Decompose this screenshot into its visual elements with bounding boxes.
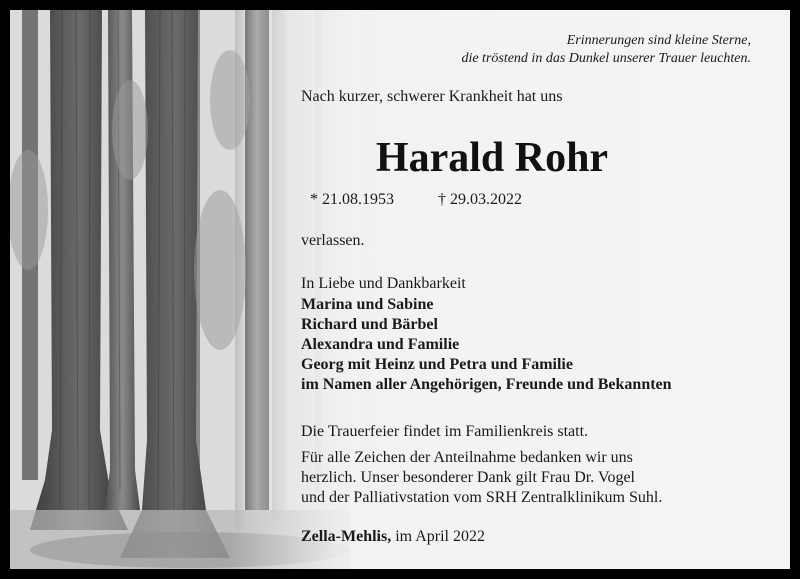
thanks-paragraph — [301, 448, 662, 508]
birth-date: * 21.08.1953 — [310, 191, 394, 208]
mourner-line: Marina und Sabine — [301, 296, 434, 313]
left-text: verlassen. — [301, 232, 365, 249]
date: im April 2022 — [395, 528, 485, 545]
life-dates — [310, 190, 690, 210]
motto-quote — [370, 32, 751, 68]
place: Zella-Mehlis, — [301, 528, 392, 545]
funeral-note: Die Trauerfeier findet im Familienkreis statt. — [301, 423, 589, 440]
thanks-line: und der Palliativstation vom SRH Zentralklinikum Suhl. — [301, 489, 663, 506]
mourners-list — [301, 295, 672, 395]
gratitude-line: In Liebe und Dankbarkeit — [301, 275, 466, 292]
intro-text: Nach kurzer, schwerer Krankheit hat uns — [301, 88, 563, 105]
thanks-line: herzlich. Unser besonderer Dank gilt Frau Dr. Vogel — [301, 469, 635, 486]
mourner-line: Alexandra und Familie — [301, 336, 460, 353]
mourner-line: im Namen aller Angehörigen, Freunde und Bekannten — [301, 376, 672, 393]
thanks-line: Für alle Zeichen der Anteilnahme bedanken wir uns — [301, 449, 633, 466]
mourner-line: Georg mit Heinz und Petra und Familie — [301, 356, 573, 373]
motto-line-2: die tröstend in das Dunkel unserer Trauer leuchten. — [461, 51, 751, 66]
deceased-name: Harald Rohr — [375, 135, 609, 181]
motto-line-1: Erinnerungen sind kleine Sterne, — [566, 33, 751, 48]
death-date: † 29.03.2022 — [438, 191, 522, 208]
place-date — [301, 527, 485, 547]
mourner-line: Richard und Bärbel — [301, 316, 438, 333]
